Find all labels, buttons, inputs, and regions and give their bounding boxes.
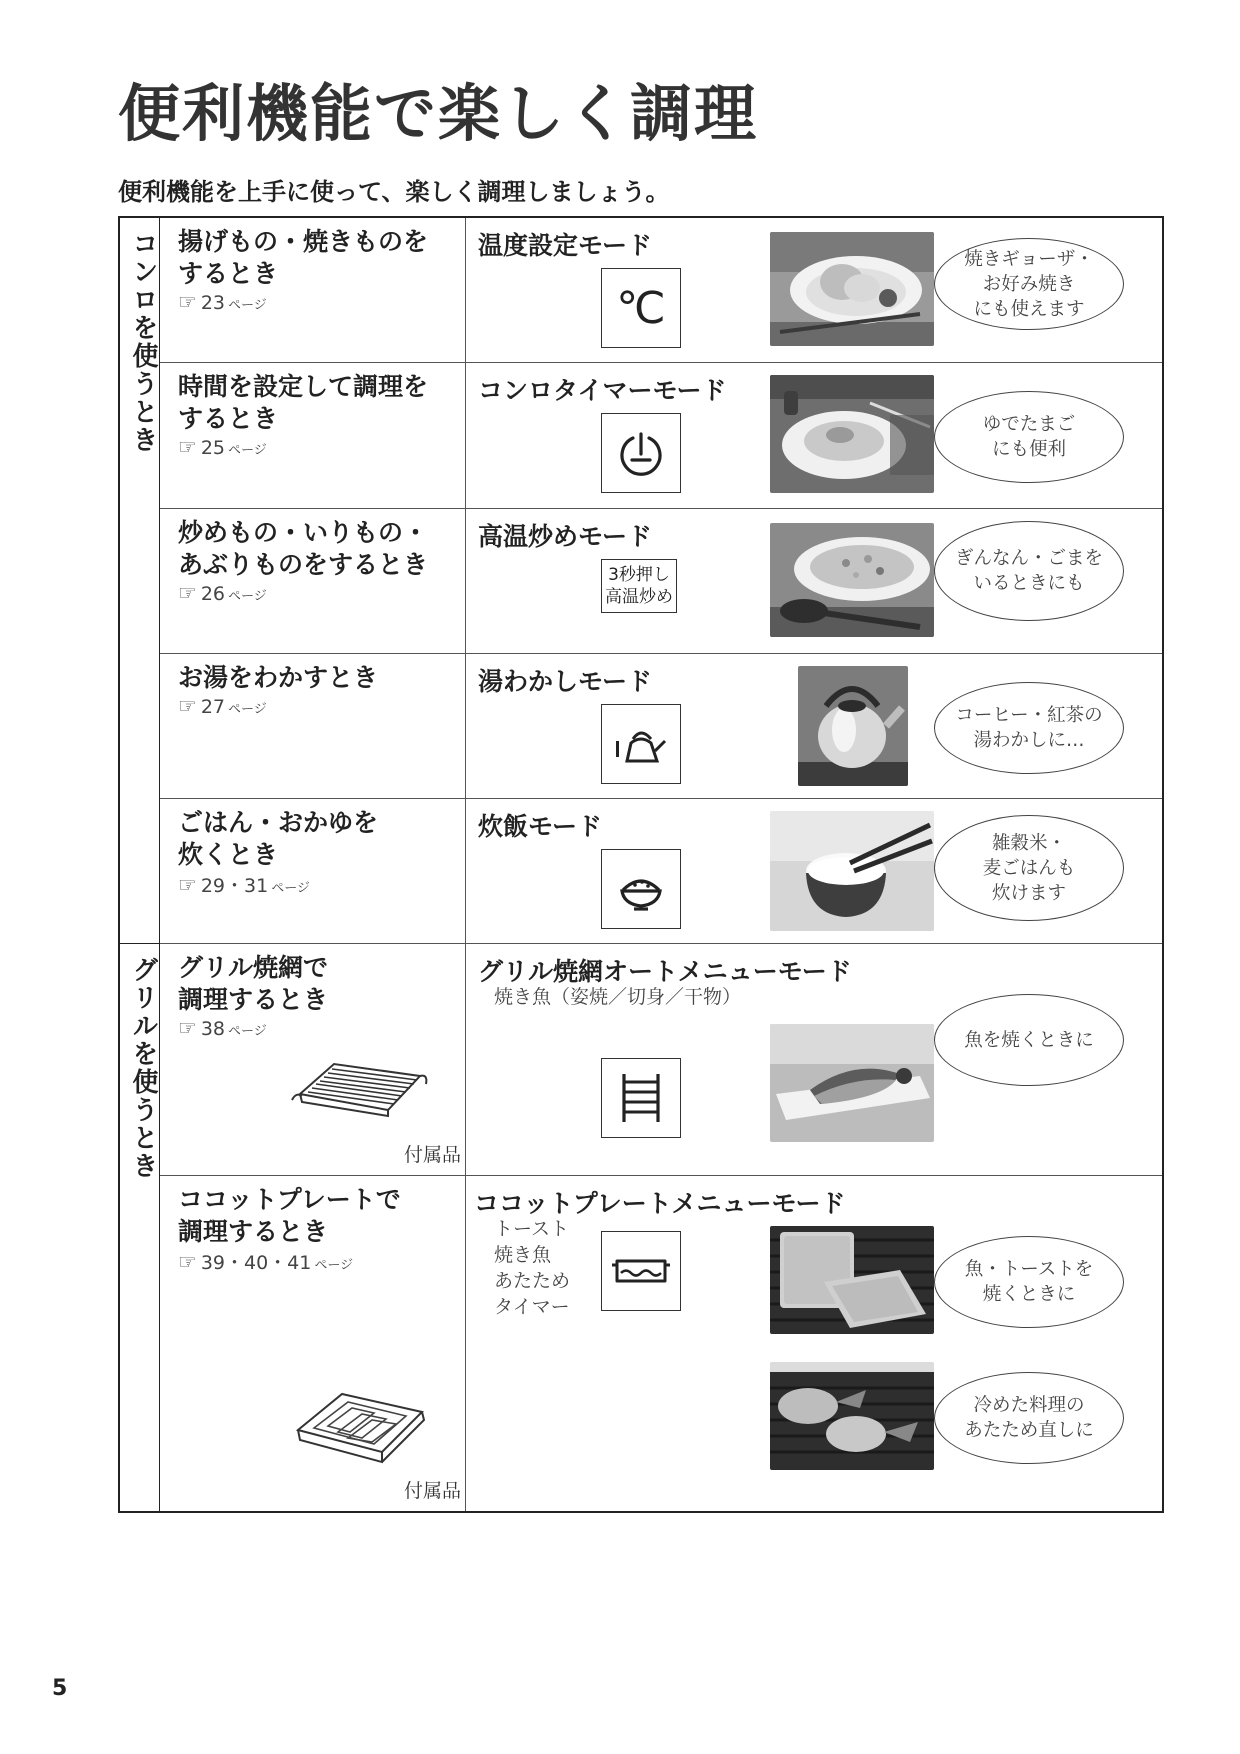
situation-text: ココットプレートで 調理するとき <box>178 1185 401 1246</box>
grilled-salmon-photo <box>770 1024 934 1142</box>
tip-bubble: ぎんなん・ごまを いるときにも <box>934 521 1124 621</box>
rice-bowl-photo <box>770 811 934 931</box>
page-reference[interactable]: ☞ 29・31 ページ <box>178 873 310 897</box>
page-reference[interactable]: ☞ 25 ページ <box>178 435 267 459</box>
table-row <box>160 1176 1162 1511</box>
section-label-konro: コンロを使うとき <box>128 230 158 454</box>
page-reference[interactable]: ☞ 38 ページ <box>178 1016 267 1040</box>
table-row <box>160 509 1162 654</box>
situation-text: お湯をわかすとき <box>178 663 379 692</box>
table-row <box>160 218 1162 363</box>
situation-text: グリル焼網で 調理するとき <box>178 953 329 1014</box>
timer-icon <box>601 413 681 493</box>
pointing-hand-icon: ☞ <box>178 1250 197 1274</box>
pointing-hand-icon: ☞ <box>178 694 197 718</box>
rice-bowl-icon <box>601 849 681 929</box>
page-reference[interactable]: ☞ 26 ページ <box>178 581 267 605</box>
grill-grate-icon <box>601 1058 681 1138</box>
tempura-plate-photo <box>770 232 934 346</box>
page-reference[interactable]: ☞ 27 ページ <box>178 694 267 718</box>
situation-text: ごはん・おかゆを 炊くとき <box>178 808 379 869</box>
tip-bubble: 魚を焼くときに <box>934 994 1124 1086</box>
pointing-hand-icon: ☞ <box>178 1016 197 1040</box>
section-grill <box>120 944 160 1511</box>
pointing-hand-icon: ☞ <box>178 435 197 459</box>
table-row <box>160 944 1162 1176</box>
submode-text: 焼き魚（姿焼／切身／干物） <box>494 986 742 1008</box>
feature-table <box>118 216 1164 1513</box>
page-reference[interactable]: ☞ 23 ページ <box>178 290 267 314</box>
high-heat-button-icon: 3秒押し 高温炒め <box>601 559 677 613</box>
tip-bubble: 焼きギョーザ・ お好み焼き にも使えます <box>934 238 1124 330</box>
tip-bubble: 雑穀米・ 麦ごはんも 炊けます <box>934 815 1124 921</box>
page-reference[interactable]: ☞ 39・40・41 ページ <box>178 1250 354 1274</box>
situation-text: 揚げもの・焼きものを するとき <box>178 227 429 288</box>
mode-name: 高温炒めモード <box>478 522 653 551</box>
tip-bubble: 冷めた料理の あたため直しに <box>934 1372 1124 1464</box>
cocotte-plate-icon <box>601 1231 681 1311</box>
accessory-label: 付属品 <box>403 1144 461 1166</box>
pasta-plate-photo <box>770 375 934 493</box>
celsius-icon: ℃ <box>601 268 681 348</box>
mode-name: 湯わかしモード <box>478 667 653 696</box>
mode-name: ココットプレートメニューモード <box>474 1189 846 1218</box>
submode-text: トースト 焼き魚 あたため タイマー <box>494 1218 571 1318</box>
tip-bubble: 魚・トーストを 焼くときに <box>934 1236 1124 1328</box>
mode-name: コンロタイマーモード <box>478 376 727 405</box>
kettle-icon <box>601 704 681 784</box>
pointing-hand-icon: ☞ <box>178 290 197 314</box>
accessory-label: 付属品 <box>403 1480 461 1502</box>
pointing-hand-icon: ☞ <box>178 581 197 605</box>
table-row <box>160 363 1162 509</box>
page-title: 便利機能で楽しく調理 <box>118 77 759 150</box>
pointing-hand-icon: ☞ <box>178 873 197 897</box>
mode-name: グリル焼網オートメニューモード <box>478 957 852 986</box>
page-number: 5 <box>52 1676 68 1701</box>
situation-text: 炒めもの・いりもの・ あぶりものをするとき <box>178 518 429 579</box>
cocotte-plate-illustration <box>290 1386 430 1480</box>
section-konro <box>120 218 160 944</box>
table-row <box>160 799 1162 944</box>
mode-name: 温度設定モード <box>478 231 653 260</box>
table-row <box>160 654 1162 799</box>
page-subtitle: 便利機能を上手に使って、楽しく調理しましょう。 <box>118 178 670 206</box>
fried-rice-photo <box>770 523 934 637</box>
section-label-grill: グリルを使うとき <box>128 956 158 1180</box>
tip-bubble: コーヒー・紅茶の 湯わかしに… <box>934 682 1124 774</box>
mode-name: 炊飯モード <box>478 812 603 841</box>
toast-on-plate-photo <box>770 1226 934 1334</box>
fried-fish-on-plate-photo <box>770 1362 934 1470</box>
tip-bubble: ゆでたまご にも便利 <box>934 391 1124 483</box>
kettle-on-stove-photo <box>798 666 908 786</box>
grill-grate-illustration <box>290 1054 430 1128</box>
situation-text: 時間を設定して調理を するとき <box>178 372 429 433</box>
